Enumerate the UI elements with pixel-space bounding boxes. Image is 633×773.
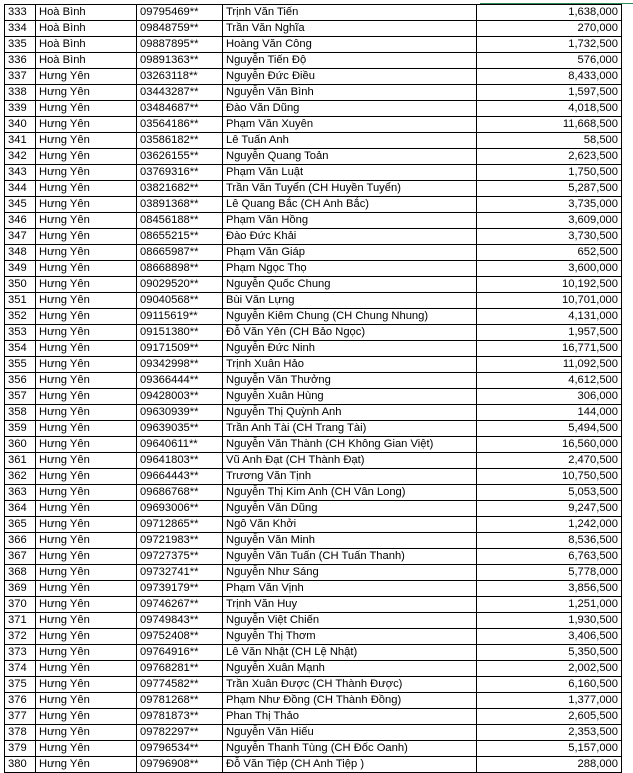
table-row bbox=[5, 277, 622, 293]
province-cell[interactable]: Hưng Yên bbox=[36, 341, 137, 357]
phone-cell[interactable]: 09796908** bbox=[137, 757, 223, 773]
table-row bbox=[5, 293, 622, 309]
province-cell[interactable]: Hưng Yên bbox=[36, 69, 137, 85]
row-number-cell[interactable]: 335 bbox=[5, 37, 36, 53]
customer-name-cell[interactable]: Phạm Văn Luật bbox=[223, 165, 477, 181]
amount-cell[interactable]: 144,000 bbox=[477, 405, 622, 421]
province-cell[interactable]: Hoà Bình bbox=[36, 5, 137, 21]
amount-cell[interactable]: 8,536,500 bbox=[477, 533, 622, 549]
table-row bbox=[5, 373, 622, 389]
table-row bbox=[5, 85, 622, 101]
amount-cell[interactable]: 4,131,000 bbox=[477, 309, 622, 325]
table-row bbox=[5, 117, 622, 133]
province-cell[interactable]: Hưng Yên bbox=[36, 517, 137, 533]
province-cell[interactable]: Hưng Yên bbox=[36, 389, 137, 405]
province-cell[interactable]: Hưng Yên bbox=[36, 149, 137, 165]
row-number-cell[interactable]: 376 bbox=[5, 693, 36, 709]
province-cell[interactable]: Hưng Yên bbox=[36, 757, 137, 773]
table-row bbox=[5, 725, 622, 741]
province-cell[interactable]: Hưng Yên bbox=[36, 581, 137, 597]
table-row bbox=[5, 53, 622, 69]
amount-cell[interactable]: 8,433,000 bbox=[477, 69, 622, 85]
row-number-cell[interactable]: 337 bbox=[5, 69, 36, 85]
customer-name-cell[interactable]: Bùi Văn Lựng bbox=[223, 293, 477, 309]
amount-cell[interactable]: 1,242,000 bbox=[477, 517, 622, 533]
table-row bbox=[5, 21, 622, 37]
province-cell[interactable]: Hưng Yên bbox=[36, 533, 137, 549]
customer-name-cell[interactable]: Nguyễn Văn Bình bbox=[223, 85, 477, 101]
phone-cell[interactable]: 09428003** bbox=[137, 389, 223, 405]
province-cell[interactable]: Hưng Yên bbox=[36, 245, 137, 261]
amount-cell[interactable]: 576,000 bbox=[477, 53, 622, 69]
customer-name-cell[interactable]: Phạm Như Đồng (CH Thành Đồng) bbox=[223, 693, 477, 709]
customer-name-cell[interactable]: Nguyễn Văn Dũng bbox=[223, 501, 477, 517]
phone-cell[interactable]: 03891368** bbox=[137, 197, 223, 213]
table-row bbox=[5, 597, 622, 613]
customer-name-cell[interactable]: Ngô Văn Khởi bbox=[223, 517, 477, 533]
province-cell[interactable]: Hưng Yên bbox=[36, 629, 137, 645]
table-row bbox=[5, 421, 622, 437]
customer-name-cell[interactable]: Nguyễn Văn Tuấn (CH Tuấn Thanh) bbox=[223, 549, 477, 565]
province-cell[interactable]: Hưng Yên bbox=[36, 613, 137, 629]
amount-cell[interactable]: 2,353,500 bbox=[477, 725, 622, 741]
row-number-cell[interactable]: 362 bbox=[5, 469, 36, 485]
table-row bbox=[5, 453, 622, 469]
province-cell[interactable]: Hưng Yên bbox=[36, 133, 137, 149]
table-row bbox=[5, 709, 622, 725]
province-cell[interactable]: Hưng Yên bbox=[36, 597, 137, 613]
phone-cell[interactable]: 09029520** bbox=[137, 277, 223, 293]
province-cell[interactable]: Hưng Yên bbox=[36, 405, 137, 421]
phone-cell[interactable]: 09640611** bbox=[137, 437, 223, 453]
phone-cell[interactable]: 09171509** bbox=[137, 341, 223, 357]
phone-cell[interactable]: 09721983** bbox=[137, 533, 223, 549]
customer-name-cell[interactable]: Nguyễn Như Sáng bbox=[223, 565, 477, 581]
customer-name-cell[interactable]: Phan Thị Thảo bbox=[223, 709, 477, 725]
customer-name-cell[interactable]: Lê Tuấn Anh bbox=[223, 133, 477, 149]
customer-name-cell[interactable]: Phạm Văn Vịnh bbox=[223, 581, 477, 597]
customer-name-cell[interactable]: Đỗ Văn Yên (CH Bảo Ngọc) bbox=[223, 325, 477, 341]
row-number-cell[interactable]: 350 bbox=[5, 277, 36, 293]
phone-cell[interactable]: 08456188** bbox=[137, 213, 223, 229]
customer-name-cell[interactable]: Trịnh Văn Huy bbox=[223, 597, 477, 613]
province-cell[interactable]: Hưng Yên bbox=[36, 437, 137, 453]
amount-cell[interactable]: 9,247,500 bbox=[477, 501, 622, 517]
customer-name-cell[interactable]: Đào Đức Khải bbox=[223, 229, 477, 245]
phone-cell[interactable]: 09796534** bbox=[137, 741, 223, 757]
table-row bbox=[5, 549, 622, 565]
table-row bbox=[5, 661, 622, 677]
province-cell[interactable]: Hưng Yên bbox=[36, 165, 137, 181]
amount-cell[interactable]: 3,609,000 bbox=[477, 213, 622, 229]
province-cell[interactable]: Hưng Yên bbox=[36, 101, 137, 117]
phone-cell[interactable]: 03821682** bbox=[137, 181, 223, 197]
table-row bbox=[5, 565, 622, 581]
province-cell[interactable]: Hưng Yên bbox=[36, 85, 137, 101]
table-row bbox=[5, 485, 622, 501]
table-row bbox=[5, 437, 622, 453]
row-number-cell[interactable]: 351 bbox=[5, 293, 36, 309]
province-cell[interactable]: Hưng Yên bbox=[36, 229, 137, 245]
phone-cell[interactable]: 09887895** bbox=[137, 37, 223, 53]
row-number-cell[interactable]: 353 bbox=[5, 325, 36, 341]
amount-cell[interactable]: 2,605,500 bbox=[477, 709, 622, 725]
amount-cell[interactable]: 3,735,000 bbox=[477, 197, 622, 213]
province-cell[interactable]: Hưng Yên bbox=[36, 549, 137, 565]
province-cell[interactable]: Hưng Yên bbox=[36, 709, 137, 725]
phone-cell[interactable]: 09749843** bbox=[137, 613, 223, 629]
phone-cell[interactable]: 09781873** bbox=[137, 709, 223, 725]
amount-cell[interactable]: 11,668,500 bbox=[477, 117, 622, 133]
phone-cell[interactable]: 09639035** bbox=[137, 421, 223, 437]
customer-name-cell[interactable]: Phạm Văn Xuyên bbox=[223, 117, 477, 133]
table-row bbox=[5, 517, 622, 533]
phone-cell[interactable]: 09739179** bbox=[137, 581, 223, 597]
row-number-cell[interactable]: 364 bbox=[5, 501, 36, 517]
table-row bbox=[5, 5, 622, 21]
phone-cell[interactable]: 08655215** bbox=[137, 229, 223, 245]
row-number-cell[interactable]: 371 bbox=[5, 613, 36, 629]
phone-cell[interactable]: 09732741** bbox=[137, 565, 223, 581]
province-cell[interactable]: Hưng Yên bbox=[36, 661, 137, 677]
row-number-cell[interactable]: 366 bbox=[5, 533, 36, 549]
table-row bbox=[5, 133, 622, 149]
phone-cell[interactable]: 09366444** bbox=[137, 373, 223, 389]
row-number-cell[interactable]: 379 bbox=[5, 741, 36, 757]
amount-cell[interactable]: 3,406,500 bbox=[477, 629, 622, 645]
phone-cell[interactable]: 09151380** bbox=[137, 325, 223, 341]
row-number-cell[interactable]: 345 bbox=[5, 197, 36, 213]
row-number-cell[interactable]: 365 bbox=[5, 517, 36, 533]
table-row bbox=[5, 757, 622, 773]
province-cell[interactable]: Hưng Yên bbox=[36, 373, 137, 389]
province-cell[interactable]: Hưng Yên bbox=[36, 277, 137, 293]
customer-name-cell[interactable]: Trần Anh Tài (CH Trang Tài) bbox=[223, 421, 477, 437]
table-body bbox=[5, 5, 622, 773]
amount-cell[interactable]: 1,251,000 bbox=[477, 597, 622, 613]
amount-cell[interactable]: 306,000 bbox=[477, 389, 622, 405]
amount-cell[interactable]: 1,597,500 bbox=[477, 85, 622, 101]
amount-cell[interactable]: 1,732,500 bbox=[477, 37, 622, 53]
phone-cell[interactable]: 08668898** bbox=[137, 261, 223, 277]
customer-name-cell[interactable]: Trần Xuân Được (CH Thành Được) bbox=[223, 677, 477, 693]
phone-cell[interactable]: 03484687** bbox=[137, 101, 223, 117]
phone-cell[interactable]: 09774582** bbox=[137, 677, 223, 693]
customer-name-cell[interactable]: Nguyễn Văn Minh bbox=[223, 533, 477, 549]
row-number-cell[interactable]: 369 bbox=[5, 581, 36, 597]
row-number-cell[interactable]: 367 bbox=[5, 549, 36, 565]
customer-name-cell[interactable]: Nguyễn Quang Toản bbox=[223, 149, 477, 165]
row-number-cell[interactable]: 333 bbox=[5, 5, 36, 21]
row-number-cell[interactable]: 378 bbox=[5, 725, 36, 741]
customer-name-cell[interactable]: Trần Văn Nghĩa bbox=[223, 21, 477, 37]
customer-name-cell[interactable]: Phạm Văn Hồng bbox=[223, 213, 477, 229]
row-number-cell[interactable]: 360 bbox=[5, 437, 36, 453]
province-cell[interactable]: Hưng Yên bbox=[36, 309, 137, 325]
row-number-cell[interactable]: 334 bbox=[5, 21, 36, 37]
customer-name-cell[interactable]: Nguyễn Thị Thơm bbox=[223, 629, 477, 645]
customer-name-cell[interactable]: Nguyễn Xuân Hùng bbox=[223, 389, 477, 405]
row-number-cell[interactable]: 340 bbox=[5, 117, 36, 133]
province-cell[interactable]: Hưng Yên bbox=[36, 645, 137, 661]
customer-name-cell[interactable]: Nguyễn Thị Kim Anh (CH Vân Long) bbox=[223, 485, 477, 501]
amount-cell[interactable]: 1,377,000 bbox=[477, 693, 622, 709]
amount-cell[interactable]: 11,092,500 bbox=[477, 357, 622, 373]
table-row bbox=[5, 741, 622, 757]
amount-cell[interactable]: 10,701,000 bbox=[477, 293, 622, 309]
row-number-cell[interactable]: 339 bbox=[5, 101, 36, 117]
row-number-cell[interactable]: 354 bbox=[5, 341, 36, 357]
row-number-cell[interactable]: 344 bbox=[5, 181, 36, 197]
row-number-cell[interactable]: 363 bbox=[5, 485, 36, 501]
phone-cell[interactable]: 03586182** bbox=[137, 133, 223, 149]
table-row bbox=[5, 229, 622, 245]
customer-name-cell[interactable]: Vũ Anh Đạt (CH Thành Đạt) bbox=[223, 453, 477, 469]
customer-name-cell[interactable]: Nguyễn Đức Ninh bbox=[223, 341, 477, 357]
phone-cell[interactable]: 09746267** bbox=[137, 597, 223, 613]
customer-name-cell[interactable]: Nguyễn Kiêm Chung (CH Chung Nhung) bbox=[223, 309, 477, 325]
amount-cell[interactable]: 4,018,500 bbox=[477, 101, 622, 117]
row-number-cell[interactable]: 336 bbox=[5, 53, 36, 69]
province-cell[interactable]: Hưng Yên bbox=[36, 197, 137, 213]
phone-cell[interactable]: 09891363** bbox=[137, 53, 223, 69]
customer-name-cell[interactable]: Nguyễn Văn Thưởng bbox=[223, 373, 477, 389]
row-number-cell[interactable]: 343 bbox=[5, 165, 36, 181]
phone-cell[interactable]: 09115619** bbox=[137, 309, 223, 325]
amount-cell[interactable]: 2,470,500 bbox=[477, 453, 622, 469]
table-row bbox=[5, 581, 622, 597]
phone-cell[interactable]: 09764916** bbox=[137, 645, 223, 661]
province-cell[interactable]: Hưng Yên bbox=[36, 357, 137, 373]
amount-cell[interactable]: 3,856,500 bbox=[477, 581, 622, 597]
customer-name-cell[interactable]: Đỗ Văn Tiệp (CH Anh Tiệp ) bbox=[223, 757, 477, 773]
province-cell[interactable]: Hưng Yên bbox=[36, 213, 137, 229]
amount-cell[interactable]: 652,500 bbox=[477, 245, 622, 261]
table-row bbox=[5, 501, 622, 517]
table-row bbox=[5, 213, 622, 229]
amount-cell[interactable]: 270,000 bbox=[477, 21, 622, 37]
row-number-cell[interactable]: 375 bbox=[5, 677, 36, 693]
customer-name-cell[interactable]: Nguyễn Thị Quỳnh Anh bbox=[223, 405, 477, 421]
row-number-cell[interactable]: 374 bbox=[5, 661, 36, 677]
amount-cell[interactable]: 5,157,000 bbox=[477, 741, 622, 757]
table-row bbox=[5, 101, 622, 117]
table-row bbox=[5, 197, 622, 213]
amount-cell[interactable]: 58,500 bbox=[477, 133, 622, 149]
province-cell[interactable]: Hưng Yên bbox=[36, 261, 137, 277]
phone-cell[interactable]: 09848759** bbox=[137, 21, 223, 37]
amount-cell[interactable]: 5,053,500 bbox=[477, 485, 622, 501]
table-row bbox=[5, 357, 622, 373]
phone-cell[interactable]: 03443287** bbox=[137, 85, 223, 101]
table-row bbox=[5, 69, 622, 85]
amount-cell[interactable]: 2,002,500 bbox=[477, 661, 622, 677]
amount-cell[interactable]: 10,750,500 bbox=[477, 469, 622, 485]
province-cell[interactable]: Hưng Yên bbox=[36, 501, 137, 517]
customer-name-cell[interactable]: Nguyễn Việt Chiến bbox=[223, 613, 477, 629]
phone-cell[interactable]: 03626155** bbox=[137, 149, 223, 165]
customer-name-cell[interactable]: Trịnh Văn Tiến bbox=[223, 5, 477, 21]
province-cell[interactable]: Hưng Yên bbox=[36, 677, 137, 693]
province-cell[interactable]: Hưng Yên bbox=[36, 725, 137, 741]
amount-cell[interactable]: 288,000 bbox=[477, 757, 622, 773]
row-number-cell[interactable]: 372 bbox=[5, 629, 36, 645]
amount-cell[interactable]: 1,930,500 bbox=[477, 613, 622, 629]
phone-cell[interactable]: 09782297** bbox=[137, 725, 223, 741]
phone-cell[interactable]: 09040568** bbox=[137, 293, 223, 309]
amount-cell[interactable]: 1,957,500 bbox=[477, 325, 622, 341]
row-number-cell[interactable]: 341 bbox=[5, 133, 36, 149]
phone-cell[interactable]: 09712865** bbox=[137, 517, 223, 533]
amount-cell[interactable]: 3,600,000 bbox=[477, 261, 622, 277]
amount-cell[interactable]: 5,494,500 bbox=[477, 421, 622, 437]
table-row bbox=[5, 325, 622, 341]
customer-name-cell[interactable]: Nguyễn Quốc Chung bbox=[223, 277, 477, 293]
province-cell[interactable]: Hoà Bình bbox=[36, 21, 137, 37]
table-row bbox=[5, 613, 622, 629]
phone-cell[interactable]: 09686768** bbox=[137, 485, 223, 501]
row-number-cell[interactable]: 358 bbox=[5, 405, 36, 421]
phone-cell[interactable]: 08665987** bbox=[137, 245, 223, 261]
row-number-cell[interactable]: 348 bbox=[5, 245, 36, 261]
phone-cell[interactable]: 03564186** bbox=[137, 117, 223, 133]
customer-name-cell[interactable]: Trương Văn Tịnh bbox=[223, 469, 477, 485]
phone-cell[interactable]: 09641803** bbox=[137, 453, 223, 469]
province-cell[interactable]: Hưng Yên bbox=[36, 325, 137, 341]
province-cell[interactable]: Hưng Yên bbox=[36, 421, 137, 437]
phone-cell[interactable]: 09727375** bbox=[137, 549, 223, 565]
data-table bbox=[4, 4, 622, 773]
phone-cell[interactable]: 03769316** bbox=[137, 165, 223, 181]
phone-cell[interactable]: 09664443** bbox=[137, 469, 223, 485]
amount-cell[interactable]: 10,192,500 bbox=[477, 277, 622, 293]
amount-cell[interactable]: 16,560,000 bbox=[477, 437, 622, 453]
customer-name-cell[interactable]: Nguyễn Văn Hiếu bbox=[223, 725, 477, 741]
customer-name-cell[interactable]: Nguyễn Văn Thành (CH Không Gian Việt) bbox=[223, 437, 477, 453]
province-cell[interactable]: Hưng Yên bbox=[36, 469, 137, 485]
table-row bbox=[5, 37, 622, 53]
phone-cell[interactable]: 09693006** bbox=[137, 501, 223, 517]
phone-cell[interactable]: 09795469** bbox=[137, 5, 223, 21]
phone-cell[interactable]: 09752408** bbox=[137, 629, 223, 645]
row-number-cell[interactable]: 352 bbox=[5, 309, 36, 325]
province-cell[interactable]: Hoà Bình bbox=[36, 53, 137, 69]
customer-name-cell[interactable]: Trần Văn Tuyển (CH Huyền Tuyển) bbox=[223, 181, 477, 197]
table-row bbox=[5, 309, 622, 325]
table-row bbox=[5, 181, 622, 197]
amount-cell[interactable]: 2,623,500 bbox=[477, 149, 622, 165]
customer-name-cell[interactable]: Nguyễn Xuân Mạnh bbox=[223, 661, 477, 677]
customer-name-cell[interactable]: Lê Văn Nhật (CH Lệ Nhật) bbox=[223, 645, 477, 661]
row-number-cell[interactable]: 356 bbox=[5, 373, 36, 389]
row-number-cell[interactable]: 357 bbox=[5, 389, 36, 405]
province-cell[interactable]: Hưng Yên bbox=[36, 693, 137, 709]
amount-cell[interactable]: 16,771,500 bbox=[477, 341, 622, 357]
amount-cell[interactable]: 3,730,500 bbox=[477, 229, 622, 245]
table-row bbox=[5, 677, 622, 693]
customer-name-cell[interactable]: Nguyễn Tiến Độ bbox=[223, 53, 477, 69]
amount-cell[interactable]: 6,160,500 bbox=[477, 677, 622, 693]
phone-cell[interactable]: 09342998** bbox=[137, 357, 223, 373]
phone-cell[interactable]: 09768281** bbox=[137, 661, 223, 677]
customer-name-cell[interactable]: Nguyễn Thanh Tùng (CH Đốc Oanh) bbox=[223, 741, 477, 757]
row-number-cell[interactable]: 361 bbox=[5, 453, 36, 469]
amount-cell[interactable]: 6,763,500 bbox=[477, 549, 622, 565]
row-number-cell[interactable]: 349 bbox=[5, 261, 36, 277]
row-number-cell[interactable]: 346 bbox=[5, 213, 36, 229]
row-number-cell[interactable]: 347 bbox=[5, 229, 36, 245]
row-number-cell[interactable]: 377 bbox=[5, 709, 36, 725]
province-cell[interactable]: Hưng Yên bbox=[36, 565, 137, 581]
customer-name-cell[interactable]: Đào Văn Dũng bbox=[223, 101, 477, 117]
amount-cell[interactable]: 1,638,000 bbox=[477, 5, 622, 21]
customer-name-cell[interactable]: Phạm Ngọc Thọ bbox=[223, 261, 477, 277]
row-number-cell[interactable]: 355 bbox=[5, 357, 36, 373]
table-row bbox=[5, 389, 622, 405]
row-number-cell[interactable]: 342 bbox=[5, 149, 36, 165]
table-row bbox=[5, 693, 622, 709]
table-row bbox=[5, 261, 622, 277]
table-row bbox=[5, 405, 622, 421]
amount-cell[interactable]: 5,287,500 bbox=[477, 181, 622, 197]
row-number-cell[interactable]: 359 bbox=[5, 421, 36, 437]
province-cell[interactable]: Hưng Yên bbox=[36, 293, 137, 309]
province-cell[interactable]: Hoà Bình bbox=[36, 37, 137, 53]
amount-cell[interactable]: 1,750,500 bbox=[477, 165, 622, 181]
customer-name-cell[interactable]: Trịnh Xuân Hảo bbox=[223, 357, 477, 373]
province-cell[interactable]: Hưng Yên bbox=[36, 181, 137, 197]
row-number-cell[interactable]: 373 bbox=[5, 645, 36, 661]
amount-cell[interactable]: 5,778,000 bbox=[477, 565, 622, 581]
row-number-cell[interactable]: 368 bbox=[5, 565, 36, 581]
amount-cell[interactable]: 4,612,500 bbox=[477, 373, 622, 389]
table-row bbox=[5, 645, 622, 661]
phone-cell[interactable]: 09781268** bbox=[137, 693, 223, 709]
table-row bbox=[5, 533, 622, 549]
table-row bbox=[5, 165, 622, 181]
phone-cell[interactable]: 03263118** bbox=[137, 69, 223, 85]
customer-name-cell[interactable]: Hoàng Văn Công bbox=[223, 37, 477, 53]
row-number-cell[interactable]: 338 bbox=[5, 85, 36, 101]
province-cell[interactable]: Hưng Yên bbox=[36, 453, 137, 469]
phone-cell[interactable]: 09630939** bbox=[137, 405, 223, 421]
province-cell[interactable]: Hưng Yên bbox=[36, 741, 137, 757]
row-number-cell[interactable]: 380 bbox=[5, 757, 36, 773]
table-row bbox=[5, 341, 622, 357]
customer-name-cell[interactable]: Lê Quang Bắc (CH Anh Bắc) bbox=[223, 197, 477, 213]
province-cell[interactable]: Hưng Yên bbox=[36, 117, 137, 133]
row-number-cell[interactable]: 370 bbox=[5, 597, 36, 613]
customer-name-cell[interactable]: Nguyễn Đức Điều bbox=[223, 69, 477, 85]
province-cell[interactable]: Hưng Yên bbox=[36, 485, 137, 501]
table-row bbox=[5, 469, 622, 485]
table-row bbox=[5, 629, 622, 645]
table-row bbox=[5, 149, 622, 165]
table-row bbox=[5, 245, 622, 261]
amount-cell[interactable]: 5,350,500 bbox=[477, 645, 622, 661]
customer-name-cell[interactable]: Phạm Văn Giáp bbox=[223, 245, 477, 261]
